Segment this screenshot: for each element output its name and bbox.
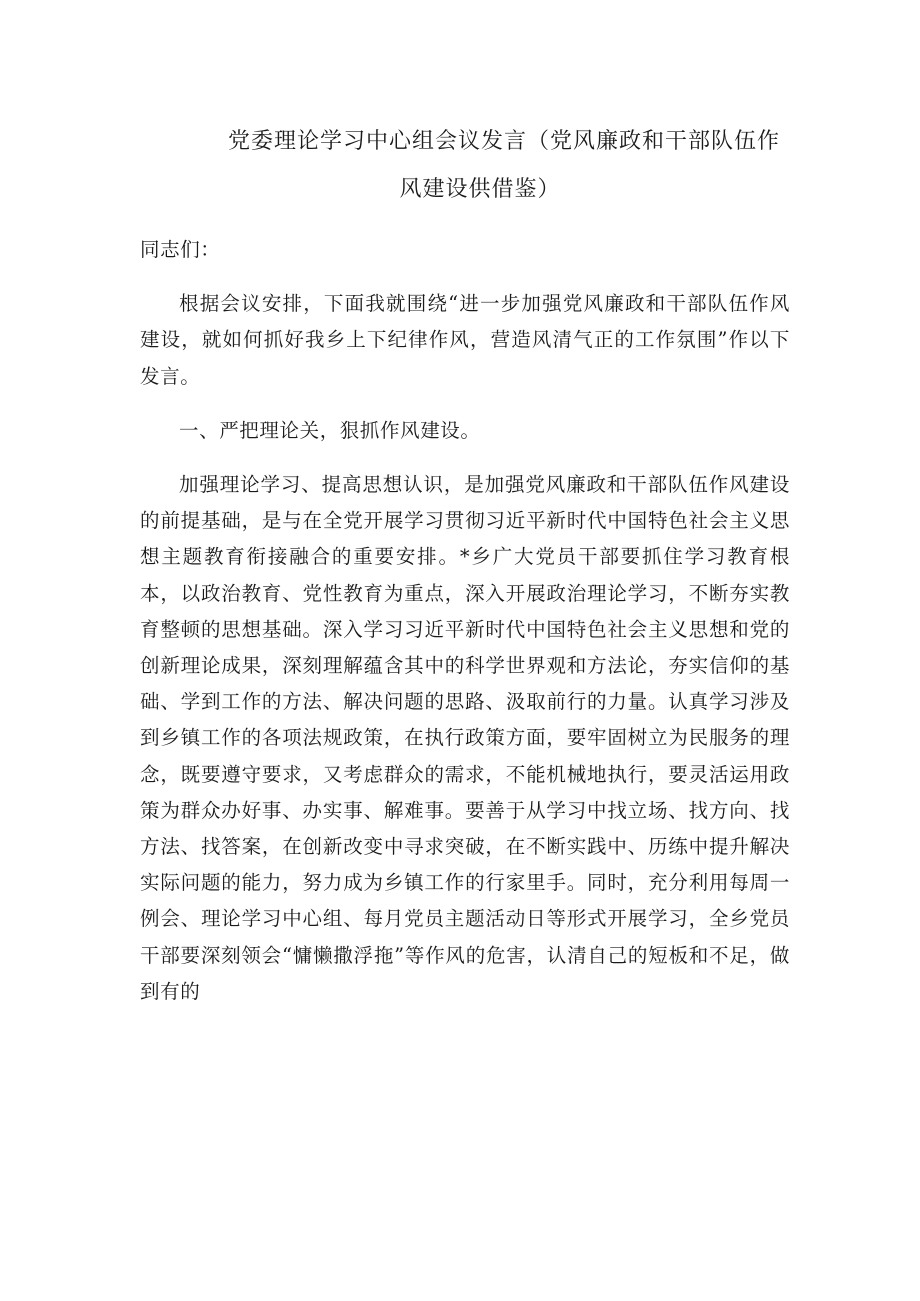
document-title [140, 118, 800, 214]
title-line-1: 党委理论学习中心组会议发言（党风廉政和干部队伍作 [228, 129, 781, 154]
section-heading-1: 一、严把理论关，狠抓作风建设。 [179, 418, 481, 442]
paragraph-body-1: 加强理论学习、提高思想认识，是加强党风廉政和干部队伍作风建设的前提基础，是与在全党开展学习贯彻习近平新时代中国特色社会主义思想主题教育衔接融合的重要安排。*乡广大党员干部要抓住学习教育根本，以政治教育、党性教育为重点，深入开展政治理论学习，不断夯实教育整顿的思想基础。深入学习习近平新时代中国特色社会主义思想和党的创新理论成果，深刻理解蕴含其中的科学世界观和方法论，夯实信仰的基础、学到工作的方法、解决问题的思路、汲取前行的力量。认真学习涉及到乡镇工作的各项法规政策，在执行政策方面，要牢固树立为民服务的理念，既要遵守要求，又考虑群众的需求，不能机械地执行，要灵活运用政策为群众办好事、办实事、解难事。要善于从学习中找立场、找方向、找方法、找答案，在创新改变中寻求突破，在不断实践中、历练中提升解决实际问题的能力，努力成为乡镇工作的行家里手。同时，充分利用每周一例会、理论学习中心组、每月党员主题活动日等形式开展学习，全乡党员干部要深刻领会“慵懒撒浮拖”等作风的危害，认清自己的短板和不足，做到有的 [140, 473, 790, 1003]
paragraph-intro: 根据会议安排，下面我就围绕“进一步加强党风廉政和干部队伍作风建设，就如何抓好我乡上下纪律作风，营造风清气正的工作氛围”作以下发言。 [140, 292, 790, 388]
title-line-2: 风建设供借鉴） [399, 177, 561, 202]
document-body [140, 232, 790, 1028]
salutation: 同志们： [140, 238, 221, 261]
